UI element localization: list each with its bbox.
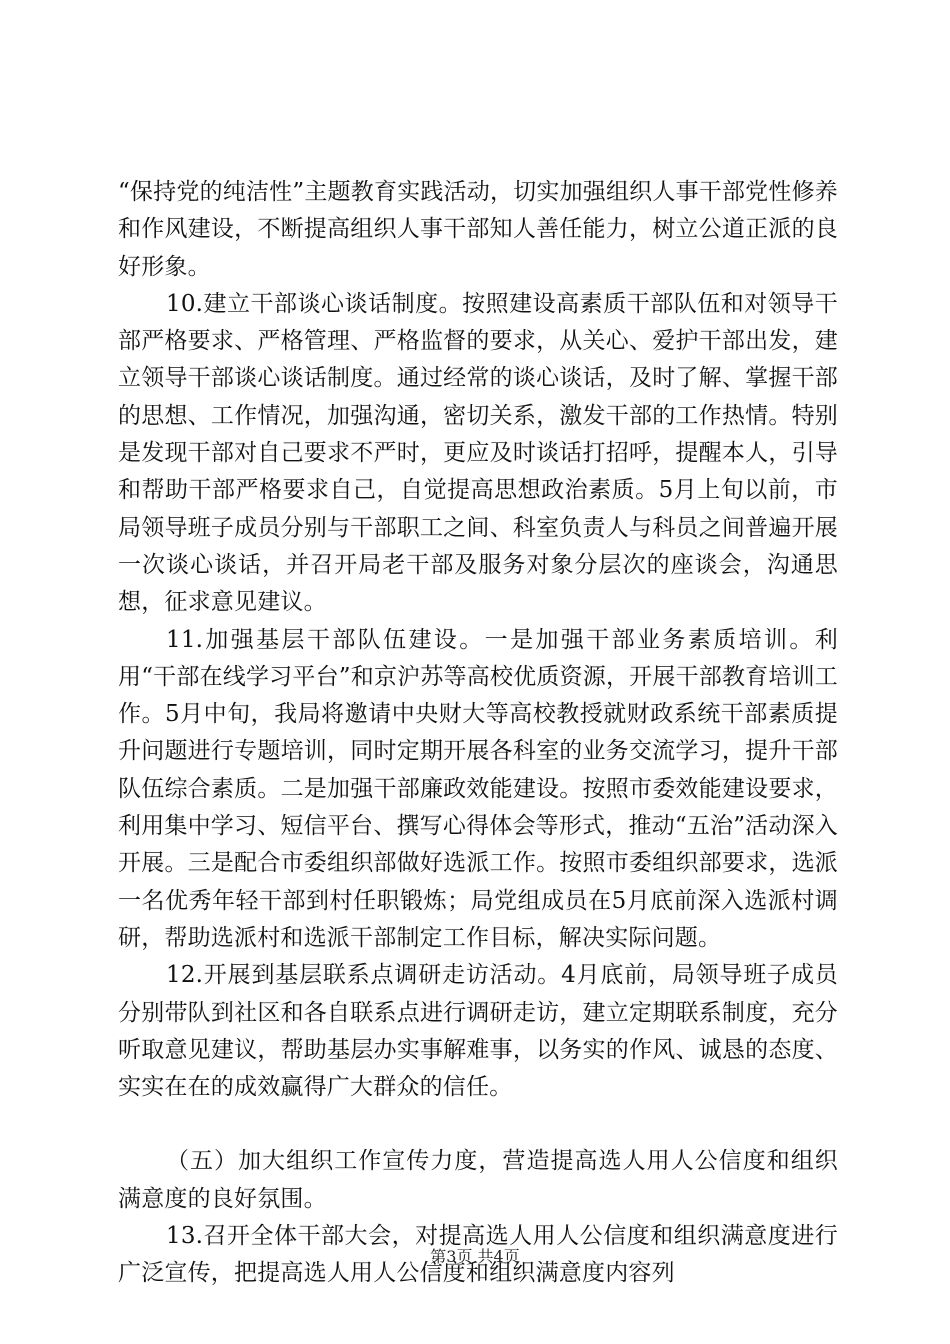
paragraph-spacer [118, 1106, 838, 1143]
page-footer: 第3页 共4页 [430, 1247, 520, 1266]
paragraph-continuation: “保持党的纯洁性”主题教育实践活动，切实加强组织人事干部党性修养和作风建设，不断提高组织人事干部知人善任能力，树立公道正派的良好形象。 [118, 179, 838, 280]
paragraph-item-12: 12.开展到基层联系点调研走访活动。4月底前，局领导班子成员分别带队到社区和各自联系点进行调研走访，建立定期联系制度，充分听取意见建议，帮助基层办实事解难事，以务实的作风、诚恳的态度、实实在在的成效赢得广大群众的信任。 [118, 962, 838, 1101]
document-body [118, 174, 838, 1293]
paragraph-item-13: 13.召开全体干部大会，对提高选人用人公信度和组织满意度进行广泛宣传，把提高选人用人公信度和组织满意度内容列 [118, 1223, 838, 1287]
paragraph-item-10: 10.建立干部谈心谈话制度。按照建设高素质干部队伍和对领导干部严格要求、严格管理、严格监督的要求，从关心、爱护干部出发，建立领导干部谈心谈话制度。通过经常的谈心谈话，及时了解、掌握干部的思想、工作情况，加强沟通，密切关系，激发干部的工作热情。特别是发现干部对自己要求不严时，更应及时谈话打招呼，提醒本人，引导和帮助干部严格要求自己，自觉提高思想政治素质。5月上旬以前，市局领导班子成员分别与干部职工之间、科室负责人与科员之间普遍开展一次谈心谈话，并召开局老干部及服务对象分层次的座谈会，沟通思想，征求意见建议。 [118, 290, 838, 616]
paragraph-item-11: 11.加强基层干部队伍建设。一是加强干部业务素质培训。利用“干部在线学习平台”和京沪苏等高校优质资源，开展干部教育培训工作。5月中旬，我局将邀请中央财大等高校教授就财政系统干部素质提升问题进行专题培训，同时定期开展各科室的业务交流学习，提升干部队伍综合素质。二是加强干部廉政效能建设。按照市委效能建设要求，利用集中学习、短信平台、撰写心得体会等形式，推动“五治”活动深入开展。三是配合市委组织部做好选派工作。按照市委组织部要求，选派一名优秀年轻干部到村任职锻炼；局党组成员在5月底前深入选派村调研，帮助选派村和选派干部制定工作目标，解决实际问题。 [118, 626, 838, 951]
section-heading-five: （五）加大组织工作宣传力度，营造提高选人用人公信度和组织满意度的良好氛围。 [118, 1148, 838, 1212]
